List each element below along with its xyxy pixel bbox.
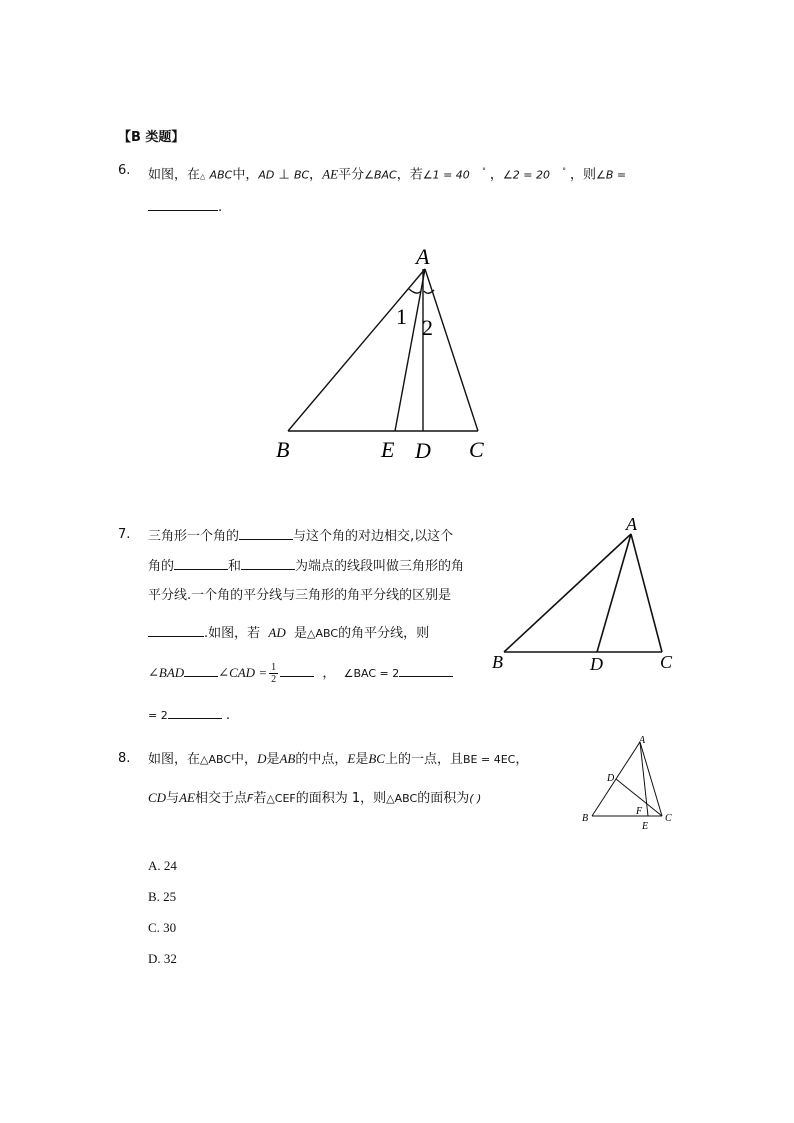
q7-blank-6[interactable]: [280, 664, 314, 677]
fraction-denominator: 2: [271, 674, 277, 685]
q6-label-b: B: [276, 437, 290, 462]
q8-label-e: E: [642, 821, 649, 832]
q6-line-ac: [425, 269, 478, 431]
q7-line-ad: [597, 534, 631, 652]
q7-angle-cad: ∠CAD =: [218, 665, 268, 680]
q7-line1-b: 与这个角的对边相交,以这个: [293, 529, 454, 544]
q6-label-c: C: [469, 437, 484, 462]
q8-triangle-abc-2: △ABC: [386, 792, 418, 805]
q8-line2-d: 的面积为 1，则: [295, 791, 387, 806]
q7-line1-a: 三角形一个角的: [148, 529, 240, 544]
q6-ad: AD: [258, 168, 275, 182]
q8-line2-b: 相交于点: [194, 791, 247, 806]
q8-line1-a: 如图，在: [148, 752, 201, 767]
q7-line4-b: 是: [294, 626, 308, 641]
q7-blank-7[interactable]: [399, 664, 453, 677]
q8-line1-f: 是: [355, 752, 369, 767]
question-7-number: 7.: [118, 527, 131, 542]
q7-fraction-half: [269, 662, 278, 685]
q7-line-4: [148, 624, 429, 642]
q6-label-angle-2: 2: [422, 315, 433, 340]
q6-angle2: ∠2 = 20: [502, 168, 550, 182]
q6-abc: ABC: [209, 168, 233, 182]
q6-answer-line: [148, 198, 222, 216]
q8-option-a[interactable]: A. 24: [148, 858, 177, 873]
q6-label-angle-1: 1: [396, 304, 407, 329]
q7-label-c: C: [660, 652, 673, 672]
q7-blank-1[interactable]: [239, 527, 293, 540]
q7-ad: AD: [268, 625, 286, 640]
q7-line-6: [148, 706, 230, 724]
q8-line-2: [148, 790, 481, 807]
q8-option-b[interactable]: B. 25: [148, 889, 177, 904]
q6-answer-blank[interactable]: [148, 198, 218, 211]
q6-t2: 平分: [338, 167, 365, 183]
q7-angle-bac: ∠BAC = 2: [343, 667, 400, 680]
q6-angle-arc-1: [409, 289, 421, 293]
q6-label-e: E: [381, 437, 395, 462]
q7-label-d: D: [590, 654, 603, 674]
q7-triangle-figure: [488, 512, 680, 677]
q8-option-d[interactable]: D. 32: [148, 951, 177, 966]
q8-ae: AE: [179, 790, 195, 805]
q7-comma: ，: [322, 666, 336, 681]
q7-line-ac: [631, 534, 662, 652]
q7-blank-2[interactable]: [174, 557, 228, 570]
q8-line-1: [148, 751, 528, 768]
q7-line4-a: .如图，若: [204, 626, 261, 641]
triangle-symbol: △: [200, 172, 206, 181]
q6-t1: 中，: [232, 167, 259, 183]
q7-line4-c: 的角平分线，则: [338, 626, 430, 641]
q7-line-3: 平分线.一个角的平分线与三角形的角平分线的区别是: [148, 588, 452, 603]
q8-line2-a: 与: [166, 791, 180, 806]
q6-comma2: ，: [489, 167, 503, 183]
q7-line-1: [148, 527, 453, 545]
q8-line-ac: [640, 742, 662, 816]
q8-line1-h: ，: [515, 752, 529, 767]
q7-line-2: [148, 557, 464, 575]
q6-t4: ，则: [570, 167, 597, 183]
degree-symbol-2: °: [562, 167, 566, 175]
q6-text-prefix: 如图，在: [148, 167, 201, 183]
q7-blank-4[interactable]: [148, 624, 204, 637]
q8-triangle-abc: △ABC: [200, 753, 232, 766]
q6-angle1: ∠1 = 40: [422, 168, 470, 182]
q6-line-ae: [395, 269, 425, 431]
q8-ab: AB: [279, 751, 296, 766]
q6-angle-bac: ∠BAC: [364, 168, 397, 182]
fraction-numerator: 1: [271, 662, 277, 673]
q8-bc: BC: [368, 751, 385, 766]
q6-t3: ，若: [396, 167, 423, 183]
q8-line1-b: 中，: [231, 752, 258, 767]
q7-line6-a: = 2: [148, 709, 168, 722]
q8-label-f: F: [636, 806, 643, 817]
q8-point-e: E: [347, 751, 356, 766]
q8-label-d: D: [607, 773, 615, 784]
q6-ae: AE: [322, 166, 339, 182]
q7-label-b: B: [492, 652, 503, 672]
question-6-text: [148, 163, 626, 184]
question-6-number: 6.: [118, 163, 131, 178]
q7-line2-b: 和: [228, 559, 242, 574]
q6-line-ab: [288, 269, 425, 431]
q6-angle-b: ∠B =: [596, 168, 627, 182]
q8-label-a: A: [639, 735, 646, 746]
q8-line1-c: 是: [266, 752, 280, 767]
q8-point-f: F: [246, 792, 254, 805]
q8-relation: BE = 4EC: [462, 753, 516, 766]
q8-line2-c: 若: [253, 791, 267, 806]
q7-line2-a: 角的: [148, 559, 175, 574]
q8-triangle-figure: [578, 730, 682, 838]
q6-label-a: A: [416, 244, 430, 269]
q8-triangle-cef: △CEF: [266, 792, 296, 805]
q7-blank-5[interactable]: [184, 664, 218, 677]
q7-line-ab: [504, 534, 631, 652]
q8-label-b: B: [582, 813, 589, 824]
q8-line-ae: [640, 742, 648, 816]
question-8-number: 8.: [118, 751, 131, 766]
q7-triangle-abc: △ABC: [307, 627, 339, 640]
q7-blank-8[interactable]: [168, 706, 222, 719]
degree-symbol-1: °: [482, 167, 486, 175]
q6-label-d: D: [415, 438, 431, 463]
q7-label-a: A: [626, 514, 637, 534]
q8-answer-paren[interactable]: ( ): [469, 792, 482, 805]
q8-cd: CD: [148, 790, 167, 805]
q6-period: .: [218, 200, 223, 215]
section-title: 【B 类题】: [118, 130, 185, 145]
q7-angle-bad: ∠BAD: [148, 665, 185, 680]
q8-line2-e: 的面积为: [417, 791, 470, 806]
perpendicular-symbol: ⊥: [278, 167, 290, 183]
q6-bc: BC: [293, 168, 310, 182]
q8-point-d: D: [257, 751, 267, 766]
q7-line-5: [148, 662, 453, 685]
q8-label-c: C: [665, 813, 672, 824]
q8-option-c[interactable]: C. 30: [148, 920, 177, 935]
q7-period: .: [225, 708, 230, 723]
q6-triangle-figure: [270, 240, 500, 470]
q8-line1-g: 上的一点，且: [384, 752, 463, 767]
q7-line2-c: 为端点的线段叫做三角形的角: [295, 559, 465, 574]
q6-comma1: ，: [309, 167, 323, 183]
q7-blank-3[interactable]: [241, 557, 295, 570]
q8-line1-e1: 的中点，: [295, 752, 348, 767]
